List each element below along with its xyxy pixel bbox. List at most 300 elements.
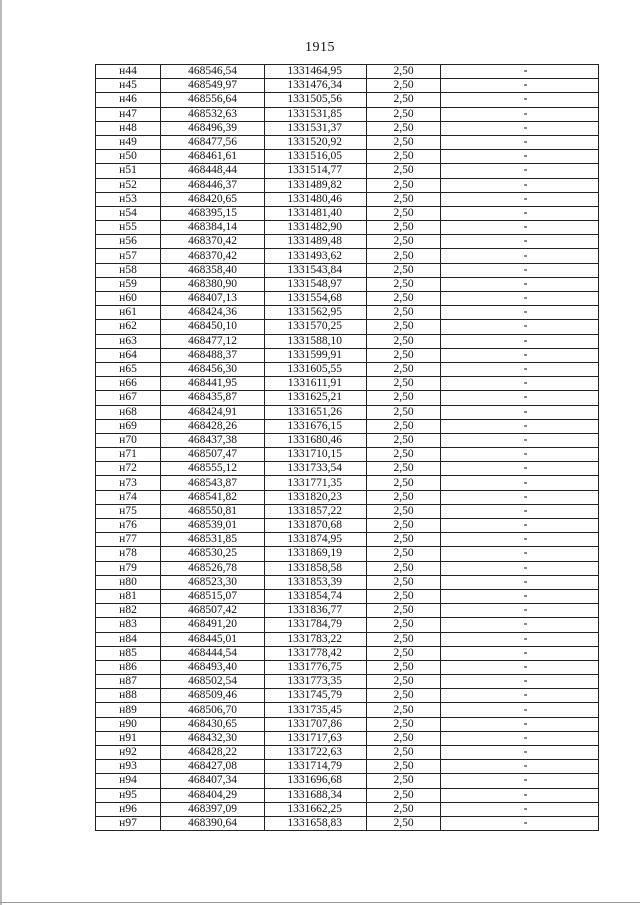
point-name-cell: н78: [96, 547, 161, 561]
y-coordinate-cell: 1331778,42: [265, 646, 367, 660]
x-coordinate-cell: 468530,25: [161, 547, 265, 561]
x-coordinate-cell: 468491,20: [161, 618, 265, 632]
x-coordinate-cell: 468432,30: [161, 731, 265, 745]
y-coordinate-cell: 1331611,91: [265, 377, 367, 391]
x-coordinate-cell: 468515,07: [161, 589, 265, 603]
y-coordinate-cell: 1331735,45: [265, 703, 367, 717]
x-coordinate-cell: 468532,63: [161, 107, 265, 121]
y-coordinate-cell: 1331531,37: [265, 121, 367, 135]
x-coordinate-cell: 468543,87: [161, 476, 265, 490]
accuracy-cell: 2,50: [367, 604, 441, 618]
table-row: [96, 717, 599, 731]
table-row: [96, 519, 599, 533]
point-name-cell: н90: [96, 717, 161, 731]
point-name-cell: н45: [96, 79, 161, 93]
point-name-cell: н62: [96, 320, 161, 334]
accuracy-cell: 2,50: [367, 178, 441, 192]
note-cell: -: [441, 107, 599, 121]
x-coordinate-cell: 468506,70: [161, 703, 265, 717]
x-coordinate-cell: 468380,90: [161, 277, 265, 291]
table-row: [96, 362, 599, 376]
note-cell: -: [441, 206, 599, 220]
accuracy-cell: 2,50: [367, 675, 441, 689]
point-name-cell: н73: [96, 476, 161, 490]
x-coordinate-cell: 468404,29: [161, 788, 265, 802]
accuracy-cell: 2,50: [367, 206, 441, 220]
table-row: [96, 121, 599, 135]
note-cell: -: [441, 65, 599, 79]
x-coordinate-cell: 468430,65: [161, 717, 265, 731]
note-cell: -: [441, 589, 599, 603]
y-coordinate-cell: 1331784,79: [265, 618, 367, 632]
table-row: [96, 107, 599, 121]
point-name-cell: н87: [96, 675, 161, 689]
accuracy-cell: 2,50: [367, 774, 441, 788]
table-row: [96, 391, 599, 405]
y-coordinate-cell: 1331836,77: [265, 604, 367, 618]
accuracy-cell: 2,50: [367, 107, 441, 121]
coordinates-table: [95, 64, 599, 831]
accuracy-cell: 2,50: [367, 249, 441, 263]
table-row: [96, 433, 599, 447]
note-cell: -: [441, 235, 599, 249]
table-row: [96, 802, 599, 816]
scan-edge-shadow: [0, 0, 2, 905]
x-coordinate-cell: 468384,14: [161, 221, 265, 235]
y-coordinate-cell: 1331662,25: [265, 802, 367, 816]
table-row: [96, 547, 599, 561]
x-coordinate-cell: 468550,81: [161, 504, 265, 518]
table-row: [96, 774, 599, 788]
note-cell: -: [441, 419, 599, 433]
x-coordinate-cell: 468523,30: [161, 575, 265, 589]
note-cell: -: [441, 448, 599, 462]
point-name-cell: н84: [96, 632, 161, 646]
point-name-cell: н65: [96, 362, 161, 376]
point-name-cell: н85: [96, 646, 161, 660]
point-name-cell: н69: [96, 419, 161, 433]
note-cell: -: [441, 774, 599, 788]
point-name-cell: н89: [96, 703, 161, 717]
note-cell: -: [441, 150, 599, 164]
x-coordinate-cell: 468549,97: [161, 79, 265, 93]
y-coordinate-cell: 1331854,74: [265, 589, 367, 603]
point-name-cell: н79: [96, 561, 161, 575]
point-name-cell: н58: [96, 263, 161, 277]
x-coordinate-cell: 468407,13: [161, 292, 265, 306]
x-coordinate-cell: 468390,64: [161, 816, 265, 830]
accuracy-cell: 2,50: [367, 306, 441, 320]
accuracy-cell: 2,50: [367, 135, 441, 149]
point-name-cell: н93: [96, 760, 161, 774]
accuracy-cell: 2,50: [367, 433, 441, 447]
accuracy-cell: 2,50: [367, 575, 441, 589]
table-row: [96, 604, 599, 618]
accuracy-cell: 2,50: [367, 504, 441, 518]
y-coordinate-cell: 1331717,63: [265, 731, 367, 745]
table-row: [96, 164, 599, 178]
y-coordinate-cell: 1331680,46: [265, 433, 367, 447]
table-row: [96, 65, 599, 79]
table-row: [96, 476, 599, 490]
y-coordinate-cell: 1331588,10: [265, 334, 367, 348]
y-coordinate-cell: 1331554,68: [265, 292, 367, 306]
y-coordinate-cell: 1331516,05: [265, 150, 367, 164]
accuracy-cell: 2,50: [367, 618, 441, 632]
accuracy-cell: 2,50: [367, 334, 441, 348]
point-name-cell: н92: [96, 746, 161, 760]
note-cell: -: [441, 646, 599, 660]
table-row: [96, 235, 599, 249]
page-number: 1915: [305, 40, 335, 55]
accuracy-cell: 2,50: [367, 192, 441, 206]
y-coordinate-cell: 1331570,25: [265, 320, 367, 334]
table-row: [96, 731, 599, 745]
note-cell: -: [441, 462, 599, 476]
table-row: [96, 462, 599, 476]
y-coordinate-cell: 1331722,63: [265, 746, 367, 760]
note-cell: -: [441, 405, 599, 419]
note-cell: -: [441, 249, 599, 263]
y-coordinate-cell: 1331853,39: [265, 575, 367, 589]
x-coordinate-cell: 468424,91: [161, 405, 265, 419]
accuracy-cell: 2,50: [367, 221, 441, 235]
y-coordinate-cell: 1331562,95: [265, 306, 367, 320]
accuracy-cell: 2,50: [367, 362, 441, 376]
accuracy-cell: 2,50: [367, 405, 441, 419]
accuracy-cell: 2,50: [367, 802, 441, 816]
table-row: [96, 150, 599, 164]
accuracy-cell: 2,50: [367, 391, 441, 405]
y-coordinate-cell: 1331858,58: [265, 561, 367, 575]
note-cell: -: [441, 121, 599, 135]
point-name-cell: н82: [96, 604, 161, 618]
x-coordinate-cell: 468448,44: [161, 164, 265, 178]
table-row: [96, 263, 599, 277]
point-name-cell: н54: [96, 206, 161, 220]
point-name-cell: н76: [96, 519, 161, 533]
x-coordinate-cell: 468531,85: [161, 533, 265, 547]
y-coordinate-cell: 1331783,22: [265, 632, 367, 646]
x-coordinate-cell: 468358,40: [161, 263, 265, 277]
y-coordinate-cell: 1331696,68: [265, 774, 367, 788]
y-coordinate-cell: 1331505,56: [265, 93, 367, 107]
y-coordinate-cell: 1331874,95: [265, 533, 367, 547]
note-cell: -: [441, 292, 599, 306]
accuracy-cell: 2,50: [367, 448, 441, 462]
x-coordinate-cell: 468424,36: [161, 306, 265, 320]
accuracy-cell: 2,50: [367, 816, 441, 830]
x-coordinate-cell: 468456,30: [161, 362, 265, 376]
note-cell: -: [441, 547, 599, 561]
table-row: [96, 292, 599, 306]
point-name-cell: н57: [96, 249, 161, 263]
y-coordinate-cell: 1331482,90: [265, 221, 367, 235]
note-cell: -: [441, 263, 599, 277]
note-cell: -: [441, 164, 599, 178]
accuracy-cell: 2,50: [367, 788, 441, 802]
x-coordinate-cell: 468450,10: [161, 320, 265, 334]
y-coordinate-cell: 1331771,35: [265, 476, 367, 490]
note-cell: -: [441, 632, 599, 646]
coordinates-table-body: [96, 65, 599, 831]
note-cell: -: [441, 476, 599, 490]
x-coordinate-cell: 468493,40: [161, 660, 265, 674]
point-name-cell: н61: [96, 306, 161, 320]
y-coordinate-cell: 1331476,34: [265, 79, 367, 93]
point-name-cell: н75: [96, 504, 161, 518]
table-row: [96, 135, 599, 149]
accuracy-cell: 2,50: [367, 121, 441, 135]
x-coordinate-cell: 468395,15: [161, 206, 265, 220]
x-coordinate-cell: 468420,65: [161, 192, 265, 206]
accuracy-cell: 2,50: [367, 746, 441, 760]
point-name-cell: н64: [96, 348, 161, 362]
point-name-cell: н47: [96, 107, 161, 121]
note-cell: -: [441, 433, 599, 447]
x-coordinate-cell: 468477,56: [161, 135, 265, 149]
point-name-cell: н72: [96, 462, 161, 476]
point-name-cell: н83: [96, 618, 161, 632]
accuracy-cell: 2,50: [367, 419, 441, 433]
note-cell: -: [441, 561, 599, 575]
table-row: [96, 816, 599, 830]
table-row: [96, 703, 599, 717]
y-coordinate-cell: 1331481,40: [265, 206, 367, 220]
y-coordinate-cell: 1331493,62: [265, 249, 367, 263]
accuracy-cell: 2,50: [367, 519, 441, 533]
point-name-cell: н63: [96, 334, 161, 348]
note-cell: -: [441, 334, 599, 348]
x-coordinate-cell: 468397,09: [161, 802, 265, 816]
scan-bottom-edge: [0, 902, 640, 903]
point-name-cell: н44: [96, 65, 161, 79]
table-row: [96, 306, 599, 320]
point-name-cell: н94: [96, 774, 161, 788]
y-coordinate-cell: 1331820,23: [265, 490, 367, 504]
y-coordinate-cell: 1331773,35: [265, 675, 367, 689]
accuracy-cell: 2,50: [367, 589, 441, 603]
point-name-cell: н74: [96, 490, 161, 504]
x-coordinate-cell: 468370,42: [161, 235, 265, 249]
x-coordinate-cell: 468407,34: [161, 774, 265, 788]
y-coordinate-cell: 1331658,83: [265, 816, 367, 830]
accuracy-cell: 2,50: [367, 547, 441, 561]
point-name-cell: н50: [96, 150, 161, 164]
accuracy-cell: 2,50: [367, 490, 441, 504]
note-cell: -: [441, 362, 599, 376]
point-name-cell: н68: [96, 405, 161, 419]
x-coordinate-cell: 468444,54: [161, 646, 265, 660]
note-cell: -: [441, 79, 599, 93]
accuracy-cell: 2,50: [367, 760, 441, 774]
y-coordinate-cell: 1331625,21: [265, 391, 367, 405]
table-row: [96, 348, 599, 362]
accuracy-cell: 2,50: [367, 703, 441, 717]
table-row: [96, 504, 599, 518]
accuracy-cell: 2,50: [367, 235, 441, 249]
y-coordinate-cell: 1331776,75: [265, 660, 367, 674]
x-coordinate-cell: 468435,87: [161, 391, 265, 405]
note-cell: -: [441, 660, 599, 674]
x-coordinate-cell: 468477,12: [161, 334, 265, 348]
y-coordinate-cell: 1331707,86: [265, 717, 367, 731]
note-cell: -: [441, 519, 599, 533]
accuracy-cell: 2,50: [367, 533, 441, 547]
x-coordinate-cell: 468370,42: [161, 249, 265, 263]
y-coordinate-cell: 1331489,48: [265, 235, 367, 249]
point-name-cell: н49: [96, 135, 161, 149]
note-cell: -: [441, 746, 599, 760]
point-name-cell: н81: [96, 589, 161, 603]
note-cell: -: [441, 533, 599, 547]
point-name-cell: н59: [96, 277, 161, 291]
point-name-cell: н60: [96, 292, 161, 306]
point-name-cell: н46: [96, 93, 161, 107]
point-name-cell: н95: [96, 788, 161, 802]
accuracy-cell: 2,50: [367, 462, 441, 476]
note-cell: -: [441, 717, 599, 731]
table-row: [96, 788, 599, 802]
table-row: [96, 79, 599, 93]
table-row: [96, 490, 599, 504]
point-name-cell: н96: [96, 802, 161, 816]
table-row: [96, 533, 599, 547]
point-name-cell: н80: [96, 575, 161, 589]
table-row: [96, 689, 599, 703]
table-row: [96, 675, 599, 689]
y-coordinate-cell: 1331869,19: [265, 547, 367, 561]
point-name-cell: н51: [96, 164, 161, 178]
point-name-cell: н77: [96, 533, 161, 547]
x-coordinate-cell: 468437,38: [161, 433, 265, 447]
table-row: [96, 377, 599, 391]
y-coordinate-cell: 1331676,15: [265, 419, 367, 433]
accuracy-cell: 2,50: [367, 348, 441, 362]
y-coordinate-cell: 1331745,79: [265, 689, 367, 703]
table-row: [96, 206, 599, 220]
accuracy-cell: 2,50: [367, 79, 441, 93]
accuracy-cell: 2,50: [367, 476, 441, 490]
note-cell: -: [441, 93, 599, 107]
x-coordinate-cell: 468461,61: [161, 150, 265, 164]
point-name-cell: н67: [96, 391, 161, 405]
y-coordinate-cell: 1331514,77: [265, 164, 367, 178]
point-name-cell: н71: [96, 448, 161, 462]
accuracy-cell: 2,50: [367, 646, 441, 660]
point-name-cell: н88: [96, 689, 161, 703]
point-name-cell: н55: [96, 221, 161, 235]
accuracy-cell: 2,50: [367, 292, 441, 306]
table-row: [96, 660, 599, 674]
note-cell: -: [441, 178, 599, 192]
y-coordinate-cell: 1331489,82: [265, 178, 367, 192]
y-coordinate-cell: 1331531,85: [265, 107, 367, 121]
table-row: [96, 746, 599, 760]
x-coordinate-cell: 468541,82: [161, 490, 265, 504]
point-name-cell: н52: [96, 178, 161, 192]
point-name-cell: н97: [96, 816, 161, 830]
table-row: [96, 575, 599, 589]
accuracy-cell: 2,50: [367, 263, 441, 277]
accuracy-cell: 2,50: [367, 632, 441, 646]
table-row: [96, 561, 599, 575]
x-coordinate-cell: 468507,42: [161, 604, 265, 618]
x-coordinate-cell: 468546,54: [161, 65, 265, 79]
table-row: [96, 646, 599, 660]
note-cell: -: [441, 731, 599, 745]
accuracy-cell: 2,50: [367, 561, 441, 575]
y-coordinate-cell: 1331714,79: [265, 760, 367, 774]
note-cell: -: [441, 192, 599, 206]
accuracy-cell: 2,50: [367, 277, 441, 291]
x-coordinate-cell: 468556,64: [161, 93, 265, 107]
table-row: [96, 93, 599, 107]
x-coordinate-cell: 468427,08: [161, 760, 265, 774]
table-row: [96, 192, 599, 206]
table-row: [96, 320, 599, 334]
y-coordinate-cell: 1331520,92: [265, 135, 367, 149]
table-row: [96, 334, 599, 348]
y-coordinate-cell: 1331548,97: [265, 277, 367, 291]
note-cell: -: [441, 306, 599, 320]
point-name-cell: н86: [96, 660, 161, 674]
x-coordinate-cell: 468445,01: [161, 632, 265, 646]
accuracy-cell: 2,50: [367, 65, 441, 79]
x-coordinate-cell: 468428,22: [161, 746, 265, 760]
note-cell: -: [441, 391, 599, 405]
x-coordinate-cell: 468526,78: [161, 561, 265, 575]
note-cell: -: [441, 802, 599, 816]
table-row: [96, 249, 599, 263]
y-coordinate-cell: 1331651,26: [265, 405, 367, 419]
y-coordinate-cell: 1331857,22: [265, 504, 367, 518]
table-row: [96, 448, 599, 462]
x-coordinate-cell: 468507,47: [161, 448, 265, 462]
y-coordinate-cell: 1331543,84: [265, 263, 367, 277]
note-cell: -: [441, 348, 599, 362]
accuracy-cell: 2,50: [367, 150, 441, 164]
y-coordinate-cell: 1331605,55: [265, 362, 367, 376]
note-cell: -: [441, 504, 599, 518]
point-name-cell: н70: [96, 433, 161, 447]
y-coordinate-cell: 1331464,95: [265, 65, 367, 79]
x-coordinate-cell: 468509,46: [161, 689, 265, 703]
y-coordinate-cell: 1331710,15: [265, 448, 367, 462]
x-coordinate-cell: 468441,95: [161, 377, 265, 391]
table-row: [96, 618, 599, 632]
table-row: [96, 760, 599, 774]
note-cell: -: [441, 604, 599, 618]
table-row: [96, 178, 599, 192]
note-cell: -: [441, 675, 599, 689]
note-cell: -: [441, 760, 599, 774]
accuracy-cell: 2,50: [367, 731, 441, 745]
note-cell: -: [441, 788, 599, 802]
y-coordinate-cell: 1331870,68: [265, 519, 367, 533]
accuracy-cell: 2,50: [367, 164, 441, 178]
note-cell: -: [441, 221, 599, 235]
y-coordinate-cell: 1331733,54: [265, 462, 367, 476]
x-coordinate-cell: 468446,37: [161, 178, 265, 192]
note-cell: -: [441, 618, 599, 632]
x-coordinate-cell: 468496,39: [161, 121, 265, 135]
x-coordinate-cell: 468539,01: [161, 519, 265, 533]
x-coordinate-cell: 468555,12: [161, 462, 265, 476]
point-name-cell: н53: [96, 192, 161, 206]
y-coordinate-cell: 1331599,91: [265, 348, 367, 362]
y-coordinate-cell: 1331688,34: [265, 788, 367, 802]
